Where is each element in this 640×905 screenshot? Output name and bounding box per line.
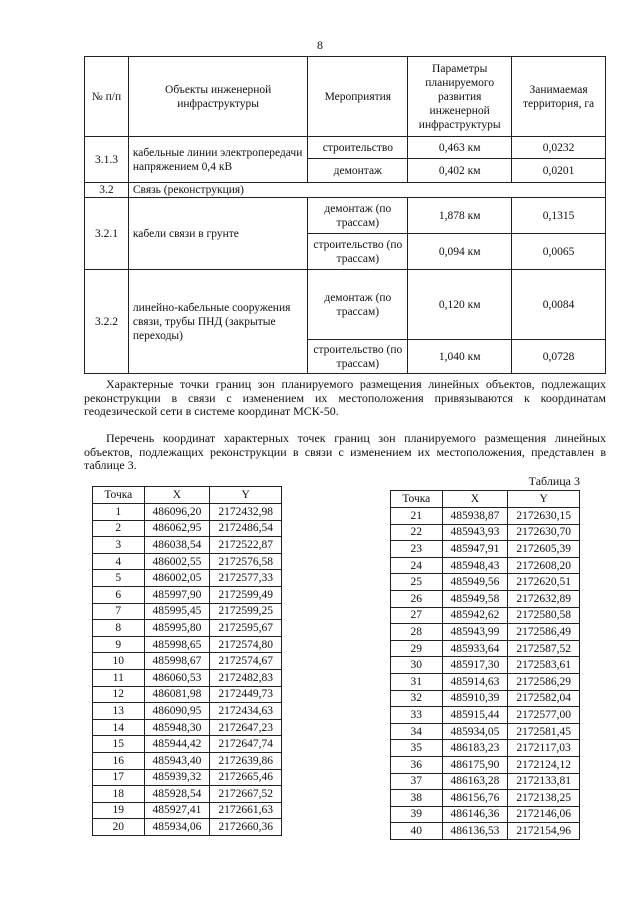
point-number: 31 [391,673,443,690]
point-number: 8 [93,620,145,637]
coord-y: 2172647,74 [210,736,282,753]
coord-y: 2172595,67 [210,620,282,637]
table-row [93,553,282,570]
point-number: 3 [93,537,145,554]
point-number: 20 [93,819,145,836]
point-number: 30 [391,657,443,674]
coord-y: 2172586,29 [508,673,580,690]
table-row [391,541,580,558]
coord-y: 2172587,52 [508,640,580,657]
point-number: 12 [93,686,145,703]
infrastructure-table [84,56,606,374]
coord-y: 2172576,58 [210,553,282,570]
page-number: 8 [317,38,323,52]
point-number: 38 [391,790,443,807]
table-header-row [85,57,606,137]
point-number: 17 [93,769,145,786]
coord-x: 486038,54 [144,537,210,554]
point-number: 26 [391,590,443,607]
table-row [93,802,282,819]
table-row [93,703,282,720]
coord-x: 485914,63 [442,673,508,690]
coord-y: 2172599,25 [210,603,282,620]
coord-x: 486062,95 [144,520,210,537]
point-number: 29 [391,640,443,657]
point-number: 5 [93,570,145,587]
point-number: 35 [391,740,443,757]
table-row [93,686,282,703]
point-number: 33 [391,707,443,724]
table-row [85,137,606,159]
coord-y: 2172586,49 [508,624,580,641]
row-param: 0,120 км [408,270,512,340]
table-row [391,557,580,574]
paragraph-reference-points: Характерные точки границ зон планируемого размещения линейных объектов, подлежащих реконструкции в связи с изменением их местоположения привязываются к координатам геодезической сети в системе координат МСК-50. [84,377,606,418]
table-row [391,508,580,525]
coord-x: 485995,80 [144,620,210,637]
coordinates-table-left [92,486,282,836]
row-area: 0,0728 [512,340,606,374]
coord-x: 485927,41 [144,802,210,819]
table-row [391,673,580,690]
row-param: 1,878 км [408,198,512,234]
coord-x: 485998,65 [144,636,210,653]
row-activity: демонтаж (по трассам) [308,270,408,340]
point-number: 13 [93,703,145,720]
coord-y: 2172667,52 [210,786,282,803]
table-row [391,756,580,773]
table-row [391,624,580,641]
table-row [85,270,606,340]
table-row [391,524,580,541]
coord-y: 2172580,58 [508,607,580,624]
point-number: 34 [391,723,443,740]
point-number: 23 [391,541,443,558]
point-number: 15 [93,736,145,753]
coord-y: 2172138,25 [508,790,580,807]
coord-y: 2172522,87 [210,537,282,554]
point-number: 11 [93,669,145,686]
point-number: 14 [93,719,145,736]
row-num: 3.1.3 [85,137,129,183]
point-number: 40 [391,823,443,840]
coord-y: 2172630,15 [508,508,580,525]
coord-x: 486175,90 [442,756,508,773]
coordinates-table-right [390,490,580,840]
coord-x: 485939,32 [144,769,210,786]
table-row [93,769,282,786]
coord-y: 2172661,63 [210,802,282,819]
coord-y: 2172133,81 [508,773,580,790]
coord-x: 485943,40 [144,752,210,769]
row-activity: строительство (по трассам) [308,234,408,270]
point-number: 39 [391,806,443,823]
coord-y: 2172146,06 [508,806,580,823]
coord-x: 486136,53 [442,823,508,840]
table-row [93,603,282,620]
header-point: Точка [391,491,443,508]
header-x: X [144,487,210,504]
point-number: 32 [391,690,443,707]
coord-x: 485943,99 [442,624,508,641]
point-number: 2 [93,520,145,537]
table-row [391,574,580,591]
coord-y: 2172574,80 [210,636,282,653]
row-object: кабельные линии электропередачи напряжением 0,4 кВ [128,137,308,183]
row-num: 3.2.1 [85,198,129,270]
point-number: 1 [93,504,145,521]
header-y: Y [508,491,580,508]
table-row [93,520,282,537]
table-row [391,773,580,790]
row-area: 0,0232 [512,137,606,159]
coord-y: 2172449,73 [210,686,282,703]
header-y: Y [210,487,282,504]
coord-x: 485947,91 [442,541,508,558]
table-row [391,607,580,624]
table-row [93,752,282,769]
table-row [391,690,580,707]
coord-x: 485949,56 [442,574,508,591]
coord-x: 486156,76 [442,790,508,807]
table-row [391,590,580,607]
row-area: 0,0065 [512,234,606,270]
coord-x: 486060,53 [144,669,210,686]
table-row [93,537,282,554]
table-row [391,740,580,757]
section-row [85,183,606,198]
header-point: Точка [93,487,145,504]
coord-y: 2172632,89 [508,590,580,607]
point-number: 28 [391,624,443,641]
row-activity: демонтаж (по трассам) [308,198,408,234]
point-number: 16 [93,752,145,769]
row-activity: строительство (по трассам) [308,340,408,374]
row-area: 0,0201 [512,159,606,183]
table-row [93,586,282,603]
coord-y: 2172581,45 [508,723,580,740]
coord-y: 2172583,61 [508,657,580,674]
coord-header-row [93,487,282,504]
table-row [93,819,282,836]
table-row [391,707,580,724]
coord-y: 2172124,12 [508,756,580,773]
coord-y: 2172647,23 [210,719,282,736]
coord-x: 486090,95 [144,703,210,720]
coord-x: 485948,43 [442,557,508,574]
coord-y: 2172630,70 [508,524,580,541]
coord-x: 485934,05 [442,723,508,740]
coord-x: 486002,05 [144,570,210,587]
table-row [391,790,580,807]
coord-x: 485944,42 [144,736,210,753]
point-number: 9 [93,636,145,653]
coord-y: 2172605,39 [508,541,580,558]
row-activity: демонтаж [308,159,408,183]
point-number: 27 [391,607,443,624]
table-row [93,719,282,736]
coord-x: 486183,23 [442,740,508,757]
row-object: кабели связи в грунте [128,198,308,270]
row-num: 3.2.2 [85,270,129,374]
coord-y: 2172434,63 [210,703,282,720]
table-row [93,786,282,803]
table-row [93,736,282,753]
coord-y: 2172574,67 [210,653,282,670]
table-row [93,620,282,637]
paragraph-coordinate-list: Перечень координат характерных точек границ зон планируемого размещения линейных объектов, подлежащих реконструкции в связи с изменением их местоположения, представлен в таблице 3. [84,431,606,472]
point-number: 7 [93,603,145,620]
table-row [85,198,606,234]
coord-y: 2172599,49 [210,586,282,603]
coord-y: 2172486,54 [210,520,282,537]
row-area: 0,0084 [512,270,606,340]
coord-y: 2172665,46 [210,769,282,786]
row-param: 0,463 км [408,137,512,159]
row-object: линейно-кабельные сооружения связи, трубы ПНД (закрытые переходы) [128,270,308,374]
coord-x: 486096,20 [144,504,210,521]
coord-y: 2172482,83 [210,669,282,686]
table-row [391,806,580,823]
coord-x: 485938,87 [442,508,508,525]
header-params: Параметры планируемого развития инженерной инфраструктуры [408,57,512,137]
coord-y: 2172620,51 [508,574,580,591]
coord-x: 485915,44 [442,707,508,724]
coord-y: 2172577,00 [508,707,580,724]
coord-x: 485910,39 [442,690,508,707]
point-number: 24 [391,557,443,574]
coord-x: 485934,06 [144,819,210,836]
coord-header-row [391,491,580,508]
coord-x: 486163,28 [442,773,508,790]
row-param: 0,402 км [408,159,512,183]
coord-y: 2172639,86 [210,752,282,769]
row-param: 1,040 км [408,340,512,374]
point-number: 18 [93,786,145,803]
coord-x: 486002,55 [144,553,210,570]
point-number: 37 [391,773,443,790]
table-row [93,504,282,521]
header-num: № п/п [85,57,129,137]
point-number: 4 [93,553,145,570]
coord-x: 485917,30 [442,657,508,674]
table-row [391,723,580,740]
coord-x: 485997,90 [144,586,210,603]
header-objects: Объекты инженерной инфраструктуры [128,57,308,137]
table-row [93,636,282,653]
table-row [391,640,580,657]
coord-y: 2172577,33 [210,570,282,587]
table-caption: Таблица 3 [528,474,580,488]
coord-x: 485949,58 [442,590,508,607]
row-area: 0,1315 [512,198,606,234]
coord-y: 2172608,20 [508,557,580,574]
header-x: X [442,491,508,508]
coord-x: 485998,67 [144,653,210,670]
point-number: 36 [391,756,443,773]
table-row [391,657,580,674]
point-number: 10 [93,653,145,670]
coord-y: 2172117,03 [508,740,580,757]
coord-x: 486081,98 [144,686,210,703]
header-area: Занимаемая территория, га [512,57,606,137]
row-activity: строительство [308,137,408,159]
coord-x: 485995,45 [144,603,210,620]
header-activities: Мероприятия [308,57,408,137]
point-number: 19 [93,802,145,819]
table-row [93,653,282,670]
coord-y: 2172660,36 [210,819,282,836]
coord-y: 2172154,96 [508,823,580,840]
section-num: 3.2 [85,183,129,198]
coord-x: 485928,54 [144,786,210,803]
point-number: 21 [391,508,443,525]
coord-x: 485948,30 [144,719,210,736]
table-row [93,669,282,686]
table-row [391,823,580,840]
coord-y: 2172432,98 [210,504,282,521]
section-title: Связь (реконструкция) [128,183,605,198]
point-number: 6 [93,586,145,603]
coord-x: 485942,62 [442,607,508,624]
coord-x: 486146,36 [442,806,508,823]
row-param: 0,094 км [408,234,512,270]
point-number: 22 [391,524,443,541]
table-row [93,570,282,587]
point-number: 25 [391,574,443,591]
coord-x: 485943,93 [442,524,508,541]
coord-y: 2172582,04 [508,690,580,707]
coord-x: 485933,64 [442,640,508,657]
